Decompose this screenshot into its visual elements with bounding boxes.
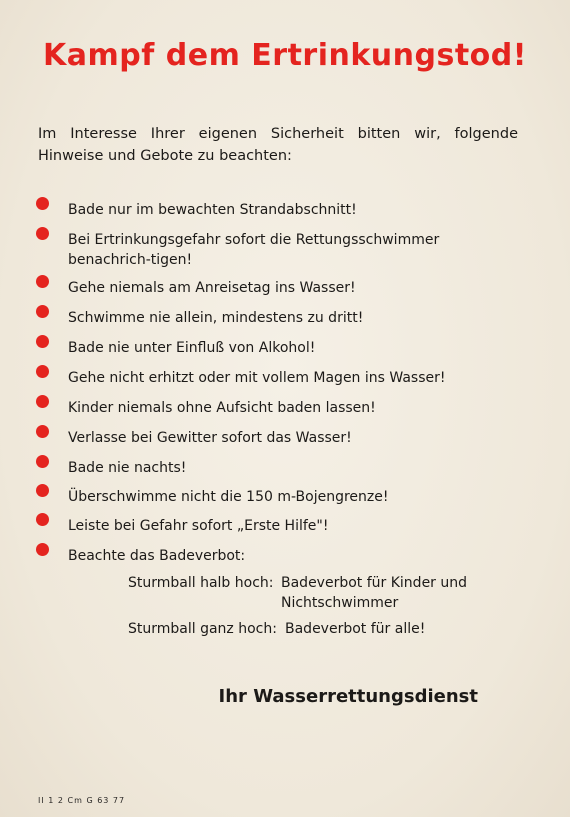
sturmball-full-text: Badeverbot für alle! [285,621,426,637]
print-code: II 1 2 Cm G 63 77 [38,796,126,805]
bullet-icon [36,365,49,378]
sturmball-full-label: Sturmball ganz hoch: [128,621,277,637]
sturmball-half-text-continued: Nichtschwimmer [281,595,399,611]
rule-text: Schwimme nie allein, mindestens zu dritt! [68,310,364,326]
bullet-icon [36,197,49,210]
rule-text: Leiste bei Gefahr sofort „Erste Hilfe"! [68,518,329,534]
bullet-icon [36,543,49,556]
rule-text: Kinder niemals ohne Aufsicht baden lassen! [68,400,376,416]
rule-text: Gehe niemals am Anreisetag ins Wasser! [68,280,356,296]
bullet-icon [36,227,49,240]
rule-text: Gehe nicht erhitzt oder mit vollem Magen ins Wasser! [68,370,446,386]
bullet-icon [36,395,49,408]
rule-text: Verlasse bei Gewitter sofort das Wasser! [68,430,352,446]
rule-text: Beachte das Badeverbot: [68,548,246,564]
bullet-icon [36,305,49,318]
bullet-icon [36,275,49,288]
bullet-icon [36,455,49,468]
bullet-icon [36,484,49,497]
rule-text: Bei Ertrinkungsgefahr sofort die Rettungsschwimmer benachrich-tigen! [68,232,440,268]
bullet-icon [36,513,49,526]
sturmball-half-label: Sturmball halb hoch: [128,575,274,591]
bullet-icon [36,335,49,348]
rule-text: Bade nie unter Einfluß von Alkohol! [68,340,316,356]
rule-text: Bade nur im bewachten Strandabschnitt! [68,202,357,218]
rule-text: Bade nie nachts! [68,460,187,476]
page-title: Kampf dem Ertrinkungstod! [43,38,527,73]
signature: Ihr Wasserrettungsdienst [218,686,478,707]
rule-text: Überschwimme nicht die 150 m-Bojengrenze! [68,489,389,505]
sturmball-half-text: Badeverbot für Kinder und [281,575,468,591]
intro-text: Im Interesse Ihrer eigenen Sicherheit bitten wir, folgende Hinweise und Gebote zu beachten: [38,126,518,164]
bullet-icon [36,425,49,438]
